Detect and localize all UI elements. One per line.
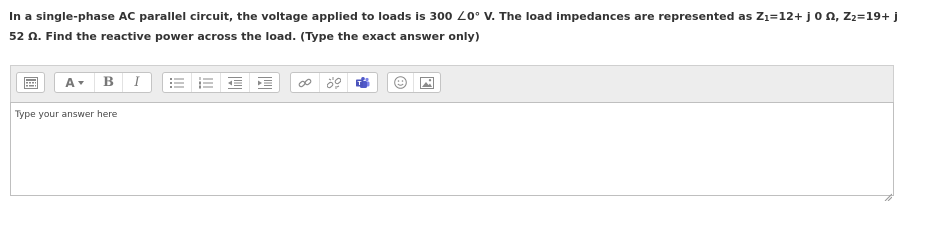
question-part-1: In a single-phase AC parallel circuit, the voltage applied to loads is 300 — [9, 10, 457, 23]
show-more-buttons-button[interactable] — [17, 73, 44, 92]
ordered-list-icon — [199, 77, 213, 89]
show-more-buttons-icon — [24, 77, 38, 89]
image-icon — [420, 77, 434, 89]
answer-input[interactable] — [11, 103, 893, 195]
unordered-list-button[interactable] — [163, 73, 192, 92]
italic-icon: I — [134, 75, 140, 90]
paragraph-styles-icon: A — [65, 75, 75, 90]
bold-icon: B — [103, 75, 114, 90]
emoticon-button[interactable] — [388, 73, 414, 92]
emoticon-icon — [394, 76, 407, 89]
image-button[interactable] — [414, 73, 440, 92]
lists-group — [162, 72, 280, 93]
answer-content-area — [10, 102, 894, 196]
question-text — [9, 6, 914, 47]
resize-handle-icon[interactable] — [884, 186, 892, 194]
toolbar-toggle-group — [16, 72, 45, 93]
teams-meeting-button[interactable] — [348, 73, 377, 92]
question-part-2: 0° V. The load impedances are represented as Z — [467, 10, 765, 23]
paragraph-styles-button[interactable] — [55, 73, 95, 92]
media-group — [387, 72, 441, 93]
italic-button[interactable] — [123, 73, 151, 92]
link-icon — [298, 77, 312, 89]
angle-symbol: ∠ — [456, 9, 468, 23]
outdent-icon — [228, 77, 242, 89]
question-part-3: =12+ j 0 Ω, Z — [769, 10, 852, 23]
bold-button[interactable] — [95, 73, 123, 92]
svg-text:T: T — [357, 80, 362, 87]
editor-toolbar — [10, 65, 894, 103]
indent-button[interactable] — [250, 73, 279, 92]
question-part-4: =19+ j 52 Ω. Find the reactive power across the load. (Type the exact answer only) — [9, 10, 898, 43]
teams-meeting-icon — [356, 77, 370, 89]
unordered-list-icon — [170, 77, 184, 89]
text-style-group — [54, 72, 152, 93]
links-group — [290, 72, 378, 93]
link-button[interactable] — [291, 73, 320, 92]
indent-icon — [258, 77, 272, 89]
unlink-icon — [327, 77, 341, 89]
subscript-2: 2 — [851, 14, 857, 23]
outdent-button[interactable] — [221, 73, 250, 92]
chevron-down-icon — [78, 81, 84, 85]
unlink-button[interactable] — [320, 73, 349, 92]
answer-editor — [10, 65, 894, 196]
subscript-1: 1 — [764, 14, 770, 23]
ordered-list-button[interactable] — [192, 73, 221, 92]
